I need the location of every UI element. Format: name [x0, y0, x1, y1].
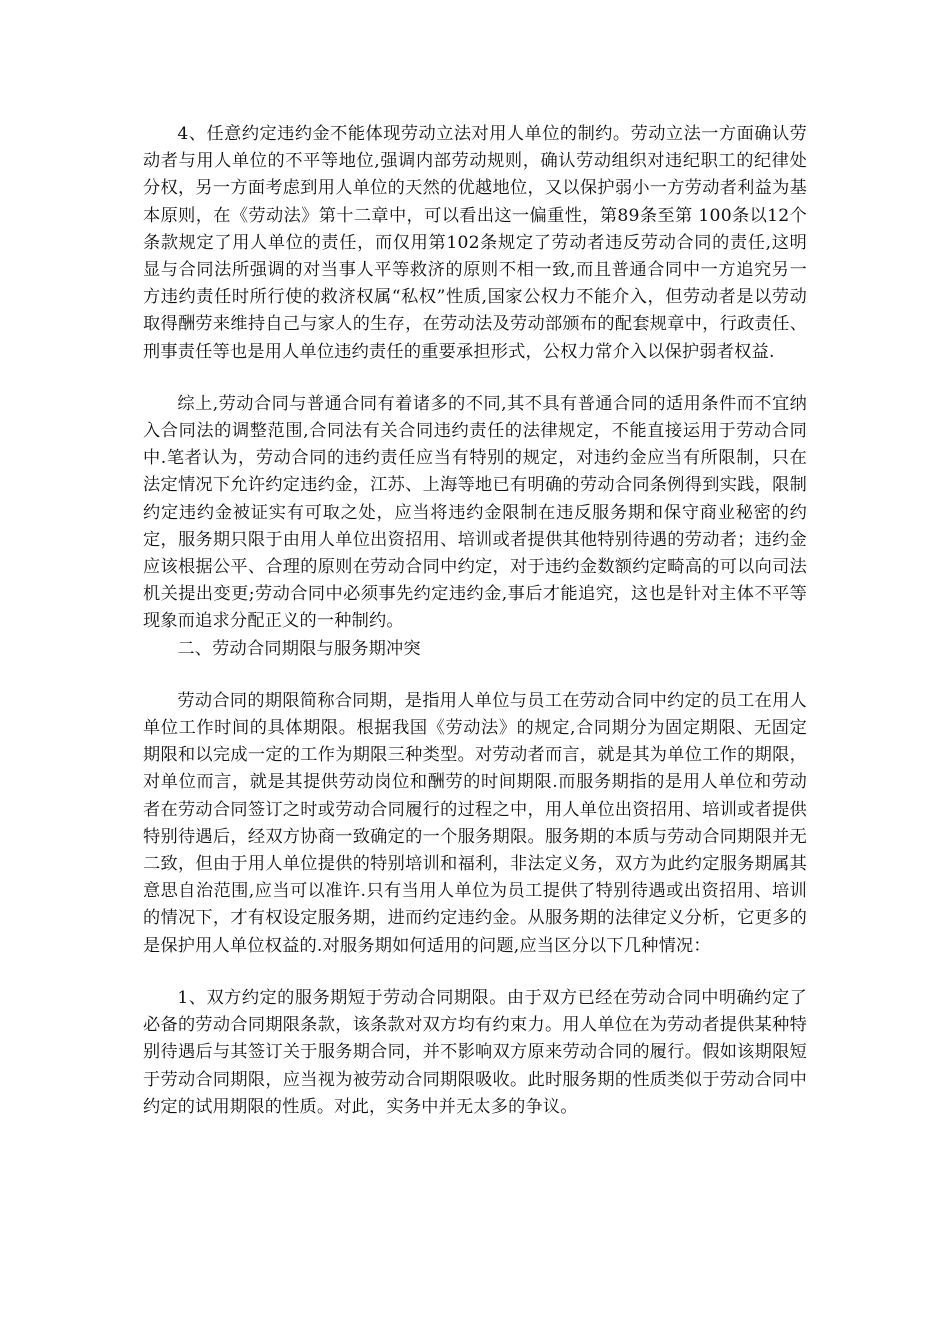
document-body — [143, 121, 807, 1121]
paragraph-penalty-restriction: 4、任意约定违约金不能体现劳动立法对用人单位的制约。劳动立法一方面确认劳动者与用人单位的不平等地位,强调内部劳动规则，确认劳动组织对违纪职工的纪律处分权，另一方面考虑到用人单位的天然的优越地位，又以保护弱小一方劳动者利益为基本原则，在《劳动法》第十二章中，可以看出这一偏重性，第89条至第 100条以12个条款规定了用人单位的责任，而仅用第102条规定了劳动者违反劳动合同的责任,这明显与合同法所强调的对当事人平等救济的原则不相一致,而且普通合同中一方追究另一方违约责任时所行使的救济权属“私权”性质,国家公权力不能介入，但劳动者是以劳动取得酬劳来维持自己与家人的生存，在劳动法及劳动部颁布的配套规章中，行政责任、刑事责任等也是用人单位违约责任的重要承担形式，公权力常介入以保护弱者权益. — [143, 124, 807, 362]
paragraph-summary: 综上,劳动合同与普通合同有着诸多的不同,其不具有普通合同的适用条件而不宜纳入合同法的调整范围,合同法有关合同违约责任的法律规定，不能直接运用于劳动合同中.笔者认为，劳动合同的违约责任应当有特别的规定，对违约金应当有所限制，只在法定情况下允许约定违约金，江苏、上海等地已有明确的劳动合同条例得到实践，限制约定违约金被证实有可取之处，应当将违约金限制在违反服务期和保守商业秘密的约定，服务期只限于由用人单位出资招用、培训或者提供其他特别待遇的劳动者；违约金应该根据公平、合理的原则在劳动合同中约定，对于违约金数额约定畸高的可以向司法机关提出变更;劳动合同中必须事先约定违约金,事后才能追究，这也是针对主体不平等现象而追求分配正义的一种制约。 — [143, 393, 807, 632]
paragraph-contract-term: 劳动合同的期限简称合同期，是指用人单位与员工在劳动合同中约定的员工在用人单位工作时间的具体期限。根据我国《劳动法》的规定,合同期分为固定期限、无固定期限和以完成一定的工作为期限三种类型。对劳动者而言，就是其为单位工作的期限，对单位而言，就是其提供劳动岗位和酬劳的时间期限.而服务期指的是用人单位和劳动者在劳动合同签订之时或劳动合同履行的过程之中，用人单位出资招用、培训或者提供特别待遇后，经双方协商一致确定的一个服务期限。服务期的本质与劳动合同期限并无二致，但由于用人单位提供的特别培训和福利，非法定义务，双方为此约定服务期属其意思自治范围,应当可以准许.只有当用人单位为员工提供了特别待遇或出资招用、培训的情况下，才有权设定服务期，进而约定违约金。从服务期的法律定义分析，它更多的是保护用人单位权益的.对服务期如何适用的问题,应当区分以下几种情况： — [143, 690, 807, 956]
section-heading: 二、劳动合同期限与服务期冲突 — [177, 638, 421, 659]
paragraph-service-period-case-1: 1、双方约定的服务期短于劳动合同期限。由于双方已经在劳动合同中明确约定了必备的劳动合同期限条款，该条款对双方均有约束力。用人单位在为劳动者提供某种特别待遇后与其签订关于服务期合同，并不影响双方原来劳动合同的履行。假如该期限短于劳动合同期限，应当视为被劳动合同期限吸收。此时服务期的性质类似于劳动合同中约定的试用期限的性质。对此，实务中并无太多的争议。 — [143, 987, 807, 1117]
